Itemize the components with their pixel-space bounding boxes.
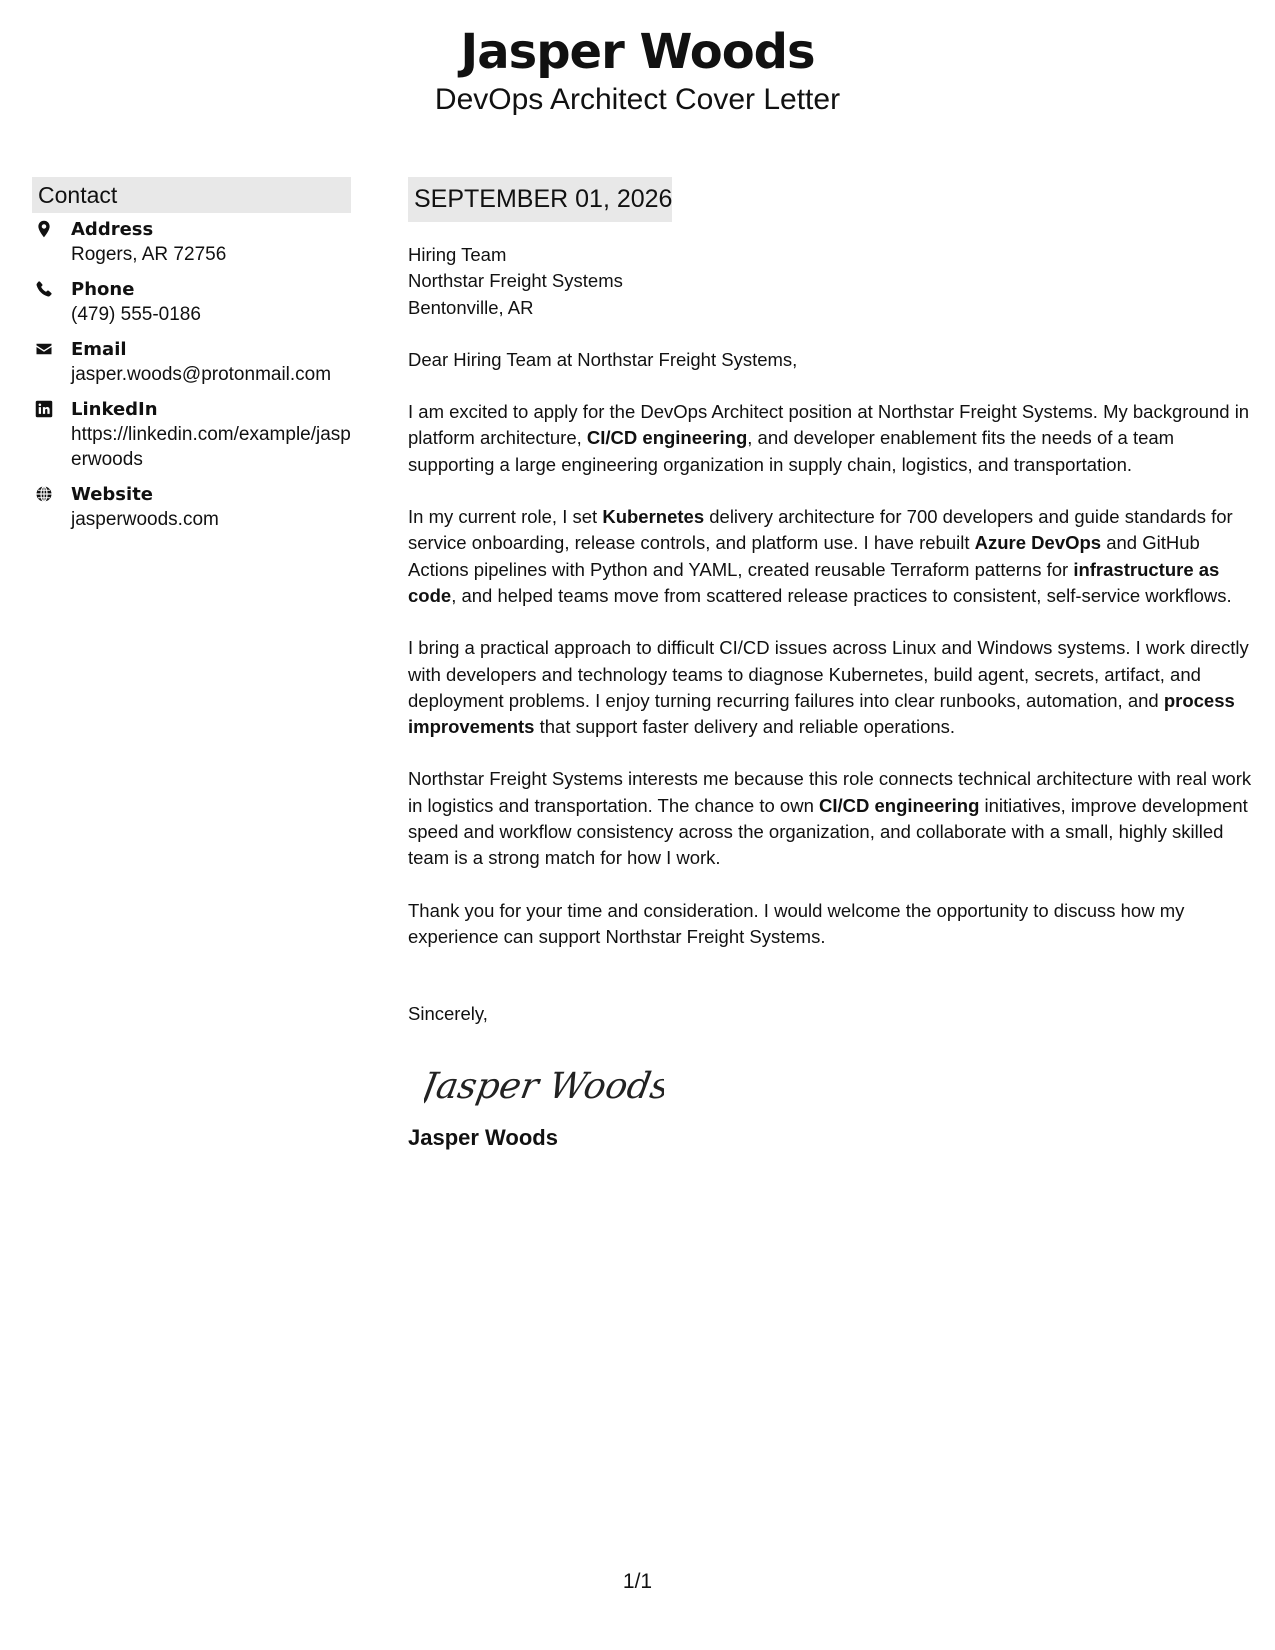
contact-phone <box>32 277 351 327</box>
contact-label: Email <box>71 339 127 360</box>
text-run: I bring a practical approach to difficult CI/CD issues across Linux and Windows systems. I work directly with developers and technology teams to diagnose Kubernetes, build agent, secrets, artifact, and deployment problems. I enjoy turning recurring failures into clear runbooks, automation, and <box>408 637 1249 711</box>
linkedin-icon <box>35 400 53 418</box>
contact-value[interactable]: https://linkedin.com/example/jasperwoods <box>71 424 351 470</box>
svg-text:Jasper Woods: Jasper Woods <box>424 1063 664 1107</box>
body-paragraph <box>408 898 1253 951</box>
text-run: delivery architecture for 700 developers and guide standards for service onboarding, release controls, and platform use. I have rebuilt <box>408 506 1233 554</box>
highlighted-term: process improvements <box>408 689 1235 738</box>
contact-value: (479) 555-0186 <box>71 304 201 325</box>
highlighted-term: CI/CD engineering <box>819 794 980 816</box>
letter-date: SEPTEMBER 01, 2026 <box>408 177 672 222</box>
text-run: Northstar Freight Systems interests me because this role connects technical architecture with real work in logistics and transportation. The chance to own <box>408 768 1252 816</box>
contact-address <box>32 217 351 267</box>
recipient-line: Northstar Freight Systems <box>408 270 623 292</box>
letter-header <box>0 22 1275 118</box>
text-run: I am excited to apply for the DevOps Architect position at Northstar Freight Systems. My background in platform architecture, <box>408 401 1250 449</box>
phone-icon <box>35 280 53 298</box>
highlighted-term: Azure DevOps <box>974 532 1102 554</box>
envelope-icon <box>35 340 53 358</box>
map-pin-icon <box>35 220 53 238</box>
highlighted-term: CI/CD engineering <box>586 427 748 449</box>
page-number: 1/1 <box>622 1570 653 1593</box>
document-subtitle: DevOps Architect Cover Letter <box>434 83 841 116</box>
contact-label: LinkedIn <box>71 399 158 420</box>
body-paragraph <box>408 635 1253 740</box>
text-run: initiatives, improve development speed and workflow consistency across the organization, and collaborate with a small, highly skilled team is a strong match for how I work. <box>408 794 1248 869</box>
contact-linkedin <box>32 397 351 472</box>
highlighted-term: Kubernetes <box>602 506 705 528</box>
text-run: Thank you for your time and consideration. I would welcome the opportunity to discuss how my experience can support Northstar Freight Systems. <box>408 899 1185 947</box>
text-run: that support faster delivery and reliable operations. <box>534 716 956 738</box>
closing: Sincerely, <box>408 1003 488 1025</box>
contact-label: Address <box>71 219 154 240</box>
recipient-line: Hiring Team <box>408 244 507 265</box>
text-run: In my current role, I set <box>408 506 603 528</box>
salutation: Dear Hiring Team at Northstar Freight Systems, <box>408 348 798 370</box>
body-paragraph <box>408 766 1253 871</box>
text-run: and GitHub Actions pipelines with Python and YAML, created reusable Terraform patterns for <box>408 532 1200 580</box>
body-paragraph <box>408 504 1253 609</box>
text-run: , and helped teams move from scattered release practices to consistent, self-service workflows. <box>451 584 1232 606</box>
signer-name: Jasper Woods <box>408 1124 558 1150</box>
contact-label: Phone <box>71 279 135 300</box>
contact-value: jasper.woods@protonmail.com <box>71 364 332 385</box>
contact-value[interactable]: jasperwoods.com <box>71 509 219 530</box>
globe-icon <box>35 485 53 503</box>
contact-sidebar <box>32 177 351 542</box>
contact-heading: Contact <box>32 177 351 213</box>
recipient-block <box>408 242 1253 321</box>
contact-website <box>32 482 351 532</box>
applicant-name: Jasper Woods <box>460 24 815 80</box>
letter-paragraphs <box>408 399 1253 950</box>
letter-body <box>408 177 1253 1152</box>
text-run: , and developer enablement fits the needs of a team supporting a large engineering organization in supply chain, logistics, and transportation. <box>408 427 1175 475</box>
contact-email <box>32 337 351 387</box>
body-paragraph <box>408 399 1253 478</box>
contact-value: Rogers, AR 72756 <box>71 244 227 265</box>
highlighted-term: infrastructure as code <box>408 558 1220 606</box>
contact-label: Website <box>71 484 154 505</box>
recipient-line: Bentonville, AR <box>408 296 534 318</box>
signature-image <box>424 1054 1253 1114</box>
